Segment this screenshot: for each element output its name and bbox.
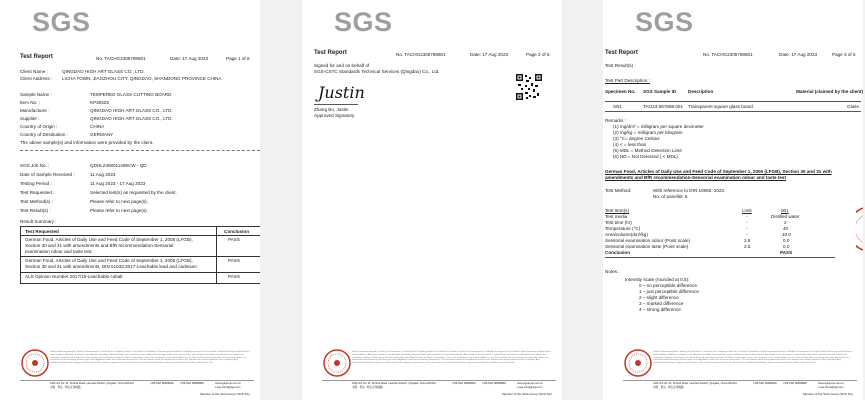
terms-fine-print: Unless otherwise agreed in writing, this document is issued by the Company subject to its General Conditions of Service printed overleaf, available on request or accessible at https://www.sgs.com/en/Terms-and-Conditions. Attention is drawn to the limitation of liability, indemnification and jurisdiction issues defined therein. Any holder of this document is advised that information contained hereon reflects the Company's findings at the time of its intervention only and within the limits of Client's instructions, if any. The Company's sole responsibility is to its Client and this document does not exonerate parties to a transaction from exercising all their rights and obligations under the transaction documents. This document cannot be reproduced except in full, without prior written approval of the Company. Any unauthorized alteration, forgery or falsification of the content or appearance of this document is unlawful and offenders may be prosecuted to the fullest extent of the law. — [50, 351, 250, 365]
sgs-logo: SGS — [635, 7, 694, 37]
signature: Justin — [318, 83, 365, 102]
items-cell: 2.5 — [744, 244, 751, 249]
items-cell: Test media — [605, 214, 628, 219]
test-method-label: Test Method: — [605, 188, 632, 193]
spec-cell: TAO23-057688.001 — [643, 104, 684, 109]
report-number: No. TACHG2305788801 — [96, 56, 146, 61]
items-conclusion: PASS — [780, 250, 793, 255]
panelist-text: No. of panelist: 6 — [653, 194, 688, 199]
items-cell: 0.0 — [783, 238, 790, 243]
items-cell: 10.0 — [782, 232, 791, 237]
table-conclusion: PASS — [228, 258, 240, 263]
job-value: QDHL2308011499CW - QD — [90, 163, 147, 168]
field-label: Item No. : — [20, 100, 40, 105]
field-label: Supplier : — [20, 116, 40, 121]
footer-fax: f (86-532) 68999888 — [783, 382, 807, 385]
result-summary-table — [20, 226, 260, 284]
job-label: Date of Sample Received : — [20, 172, 75, 177]
table-cell: Section 30 and 31 with amendments, DIN 51032:2017-Leachable lead and cadmium — [25, 264, 197, 269]
field-value: KP30525 — [90, 100, 109, 105]
test-part-label: Test Part Description : — [605, 78, 650, 83]
signer-title: Approved Signatory — [314, 113, 355, 118]
job-value: Please refer to next page(s). — [90, 208, 148, 213]
spec-header: SGS Sample ID — [643, 89, 677, 94]
job-label: Test Requested : — [20, 190, 55, 195]
client-name: QINGDAO HIGH ART GLASS CO., LTD. — [62, 69, 145, 74]
job-label: Test Method(s) : — [20, 199, 53, 204]
signer-name: Zhang Bo, Justin — [314, 107, 349, 112]
items-cell: Temperature (°C) — [605, 226, 641, 231]
footer-member: Member of the SGS Group (SGS SA) — [200, 392, 250, 396]
table-cell: ALS Opinion Number 2017/15-Leachable cobalt — [25, 274, 123, 279]
divider — [20, 150, 260, 151]
note-item: 1 – just perceptible difference — [639, 289, 699, 294]
page-number: Page 3 of 6 — [832, 52, 856, 57]
client-address-label: Client Address : — [20, 76, 53, 81]
field-value: GERMANY — [90, 132, 114, 137]
remark-item: (1) mg/dm² = milligram per square decimeter — [613, 124, 704, 129]
footer-web: www.sgsgroup.com.cn — [818, 382, 844, 385]
spec-header: Description — [688, 89, 714, 94]
report-page-2 — [302, 0, 562, 400]
items-cell: 40 — [783, 226, 789, 231]
report-date: Date: 17 Aug 2023 — [470, 52, 509, 57]
note-item: 4 – strong difference — [639, 307, 681, 312]
footer-address-cn: 中国 · 青岛 · 崂山区珠海路 — [352, 386, 383, 389]
items-cell: - — [746, 226, 748, 231]
report-title: Test Report — [20, 54, 53, 60]
items-cell: Distilled water — [771, 214, 800, 219]
qr-code-icon — [516, 74, 542, 100]
spec-header: Material (claimed by the client) — [796, 89, 863, 94]
table-conclusion: PASS — [228, 274, 240, 279]
footer-member: Member of the SGS Group (SGS SA) — [803, 392, 853, 396]
footer-tel: t (86-532) 68999999 — [753, 382, 777, 385]
field-label: Sample Name : — [20, 92, 52, 97]
table-header: Test Requested — [25, 228, 59, 234]
red-seal-icon — [322, 348, 352, 378]
job-value: 11 Aug 2023 — [90, 172, 116, 177]
field-value: QINGDAO HIGH ART GLASS CO., LTD. — [90, 116, 173, 121]
remark-item: (3) °C= degree Celsius — [613, 136, 660, 141]
remarks-label: Remarks : — [605, 118, 626, 123]
items-cell: - — [746, 232, 748, 237]
footer-address-en: 19/F,Unit No. 01, Zhuhai Road, Laoshan District, Qingdao, China 266101 — [352, 382, 436, 385]
report-number: No. TACHG2305788801 — [703, 52, 753, 57]
table-header: Conclusion — [224, 228, 250, 234]
table-cell: German Food, Articles of Daily Use and Feed Code of September 1, 2005 (LFGB), — [25, 258, 193, 263]
notes-label: Notes : — [605, 269, 620, 274]
terms-fine-print: Unless otherwise agreed in writing, this document is issued by the Company subject to its General Conditions of Service printed overleaf, available on request or accessible at https://www.sgs.com/en/Terms-and-Conditions. Attention is drawn to the limitation of liability, indemnification and jurisdiction issues defined therein. Any holder of this document is advised that information contained hereon reflects the Company's findings at the time of its intervention only and within the limits of Client's instructions, if any. The Company's sole responsibility is to its Client and this document does not exonerate parties to a transaction from exercising all their rights and obligations under the transaction documents. This document cannot be reproduced except in full, without prior written approval of the Company. Any unauthorized alteration, forgery or falsification of the content or appearance of this document is unlawful and offenders may be prosecuted to the fullest extent of the law. — [653, 351, 853, 365]
field-value: CHINA — [90, 124, 105, 129]
test-method-text: With reference to DIN 10955: 2023. — [653, 188, 726, 193]
footer-web: www.sgsgroup.com.cn — [517, 382, 543, 385]
field-label: Country of Origin : — [20, 124, 58, 129]
items-header: 001 — [781, 208, 789, 213]
items-cell: Sensorial examination taste (Point scale) — [605, 244, 689, 249]
remark-item: (2) mg/kg = milligram per kilogram — [613, 130, 683, 135]
remark-item: (6) ND = Not Detected ( < MDL) — [613, 154, 678, 159]
items-cell: 0.0 — [783, 244, 790, 249]
sgs-logo: SGS — [32, 7, 91, 37]
footer-email: e sgs.china@sgs.com — [517, 386, 543, 389]
items-cell: Area/volume(dm²/kg) — [605, 232, 648, 237]
note-item: 0 – no perceptible difference — [639, 283, 697, 288]
spec-cell: Glass — [847, 104, 859, 109]
notes-intro: Intensity scale (rounded at 0.5): — [625, 277, 690, 282]
page-number: Page 1 of 6 — [226, 56, 250, 61]
footer-web: www.sgsgroup.com.cn — [215, 382, 241, 385]
remark-item: (4) < = less than — [613, 142, 647, 147]
items-cell: - — [746, 214, 748, 219]
field-label: Manufacturer : — [20, 108, 50, 113]
job-value: Selected test(s) as requested by the client. — [90, 190, 177, 195]
items-cell: 2.5 — [744, 238, 751, 243]
job-label: Testing Period : — [20, 181, 52, 186]
report-page-3 — [603, 0, 863, 400]
footer-fax: f (86-532) 68999888 — [180, 382, 204, 385]
footer-member: Member of the SGS Group (SGS SA) — [502, 392, 552, 396]
provided-note: The above sample(s) and information were provided by the client. — [20, 140, 154, 145]
spec-header: Specimen No. — [605, 89, 636, 94]
page-number: Page 2 of 6 — [526, 52, 550, 57]
field-value: QINGDAO HIGH ART GLASS CO., LTD. — [90, 108, 173, 113]
footer-tel: t (86-532) 68999999 — [452, 382, 476, 385]
test-results-label: Test Result(s) : — [605, 63, 636, 68]
note-item: 2 – slight difference — [639, 295, 679, 300]
table-cell: examination odour and taste test — [25, 249, 92, 254]
report-date: Date: 17 Aug 2023 — [779, 52, 818, 57]
items-cell: Sensorial examination odour (Point scale) — [605, 238, 691, 243]
section-title: German Food, Articles of Daily Use and Feed Code of September 1, 2005 (LFGB), Section 30 and 31 with — [605, 169, 832, 174]
field-label: Country of Destination : — [20, 132, 69, 137]
result-summary-label: Result Summary : — [20, 219, 57, 224]
report-date: Date: 17 Aug 2023 — [170, 56, 209, 61]
signed-line-1: Signed for and on behalf of — [314, 63, 370, 68]
sgs-logo: SGS — [334, 7, 393, 37]
signed-line-2: SGS-CSTC Standards Technical Services (Qingdao) Co., Ltd. — [314, 69, 440, 74]
footer-fax: f (86-532) 68999888 — [482, 382, 506, 385]
remark-item: (5) MDL = Method Detection Limit — [613, 148, 682, 153]
red-seal-icon — [20, 348, 50, 378]
footer-email: e sgs.china@sgs.com — [215, 386, 241, 389]
table-conclusion: PASS — [228, 237, 240, 242]
note-item: 3 – marked difference — [639, 301, 684, 306]
footer-email: e sgs.china@sgs.com — [818, 386, 844, 389]
spec-cell: Transparent square glass board — [688, 104, 753, 109]
footer-address-en: 19/F,Unit No. 01, Zhuhai Road, Laoshan District, Qingdao, China 266101 — [653, 382, 737, 385]
report-title: Test Report — [314, 50, 347, 56]
job-label: SGS Job No. : — [20, 163, 50, 168]
red-seal-icon — [623, 348, 653, 378]
table-cell: German Food, Articles of Daily Use and Feed Code of September 1, 2005 (LFGB), — [25, 237, 193, 242]
client-name-label: Client Name : — [20, 69, 48, 74]
spec-cell: SN1 — [613, 104, 622, 109]
terms-fine-print: Unless otherwise agreed in writing, this document is issued by the Company subject to its General Conditions of Service printed overleaf, available on request or accessible at https://www.sgs.com/en/Terms-and-Conditions. Attention is drawn to the limitation of liability, indemnification and jurisdiction issues defined therein. Any holder of this document is advised that information contained hereon reflects the Company's findings at the time of its intervention only and within the limits of Client's instructions, if any. The Company's sole responsibility is to its Client and this document does not exonerate parties to a transaction from exercising all their rights and obligations under the transaction documents. This document cannot be reproduced except in full, without prior written approval of the Company. Any unauthorized alteration, forgery or falsification of the content or appearance of this document is unlawful and offenders may be prosecuted to the fullest extent of the law. — [352, 351, 552, 365]
table-cell: Section 30 and 31 with amendments and BfR recommendation-Sensorial — [25, 243, 174, 248]
footer-tel: t (86-532) 68999999 — [150, 382, 174, 385]
report-page-1 — [0, 0, 260, 400]
section-title: amendments and BfR recommendation-Sensorial examination odour and taste test — [605, 175, 786, 180]
items-cell: Test time (hr) — [605, 220, 632, 225]
job-value: 11 Aug 2023 - 17 Aug 2023 — [90, 181, 146, 186]
items-header: Test Item(s) — [605, 208, 629, 213]
client-address: LICHA TOWN, JIAOZHOU CITY, QINGDAO, SHANDONG PROVINCE CHINA — [62, 76, 222, 81]
report-title: Test Report — [605, 50, 638, 56]
items-cell: - — [746, 220, 748, 225]
items-cell: Conclusion — [605, 250, 631, 255]
footer-address-cn: 中国 · 青岛 · 崂山区珠海路 — [50, 386, 81, 389]
job-label: Test Result(s) : — [20, 208, 51, 213]
items-header: Limit — [742, 208, 752, 213]
items-cell: 2 — [784, 220, 787, 225]
field-value: TEMPERED GLASS CUTTING BOARD — [90, 92, 172, 97]
job-value: Please refer to next page(s). — [90, 199, 148, 204]
report-number: No. TACHG2305788801 — [396, 52, 446, 57]
partial-seal-icon — [856, 205, 863, 253]
footer-address-cn: 中国 · 青岛 · 崂山区珠海路 — [653, 386, 684, 389]
footer-address-en: 19/F,Unit No. 01, Zhuhai Road, Laoshan District, Qingdao, China 266101 — [50, 382, 134, 385]
